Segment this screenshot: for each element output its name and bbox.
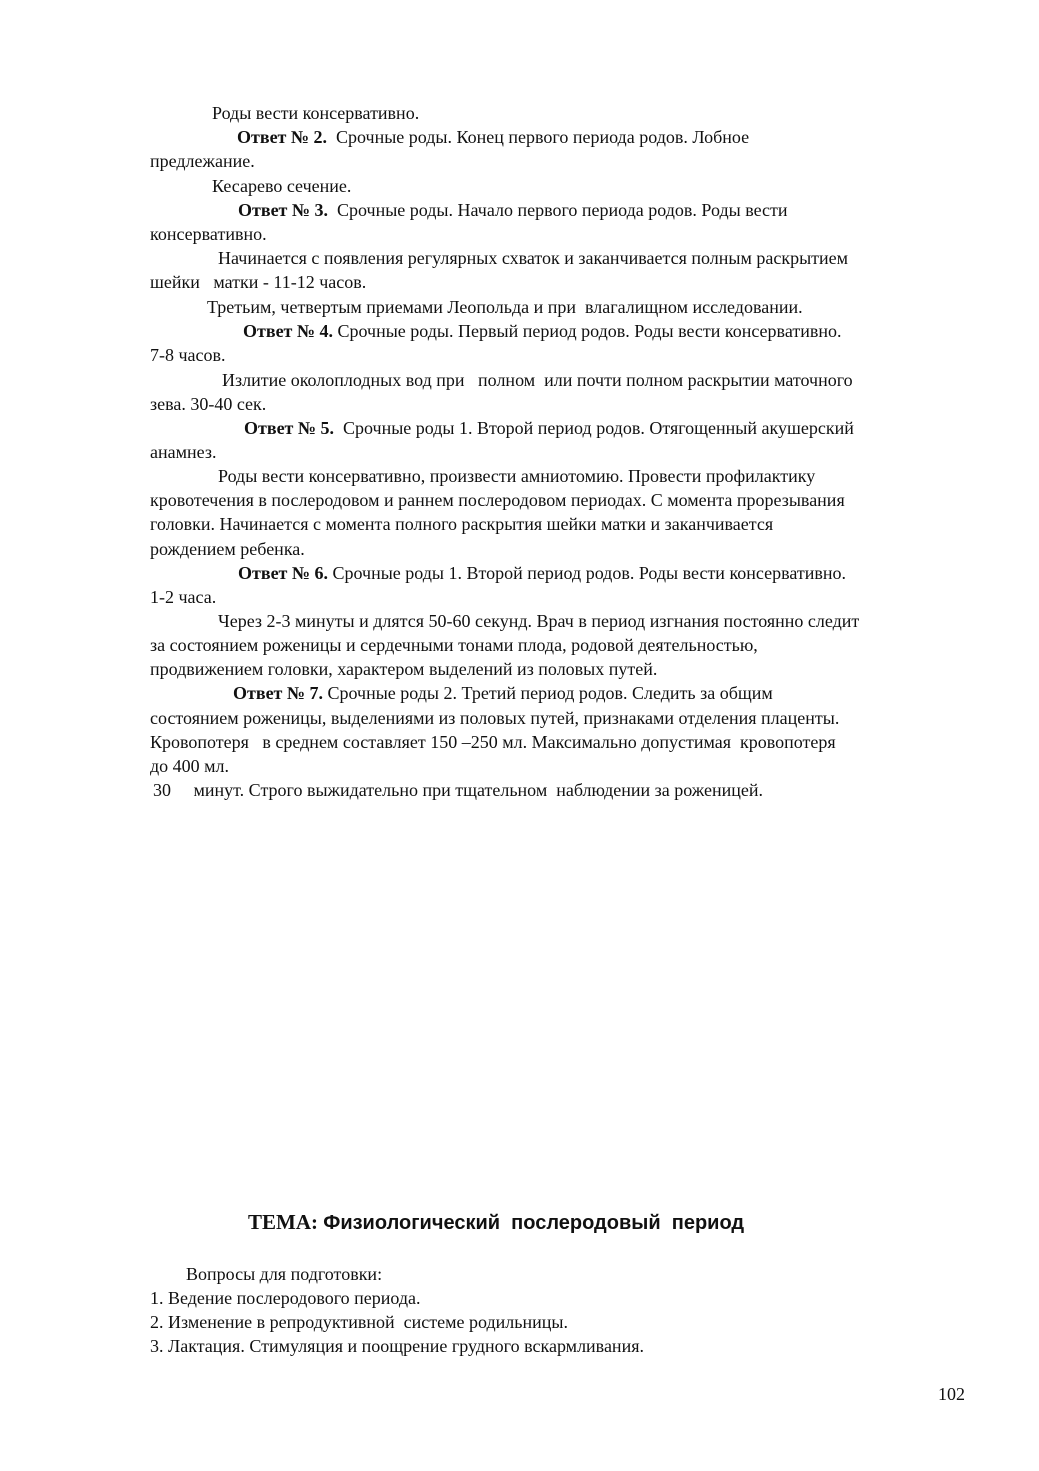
text-line: Начинается с появления регулярных схваток и заканчивается полным раскрытием	[218, 248, 849, 268]
topic-prefix: ТЕМА:	[248, 1210, 324, 1234]
answer-label: Ответ № 2.	[237, 127, 327, 147]
answer-label: Ответ № 7.	[233, 683, 323, 703]
text-line: Кровопотеря в среднем составляет 150 –250 мл. Максимально допустимая кровопотеря	[150, 732, 836, 752]
question-item: 1. Ведение послеродового периода.	[150, 1288, 421, 1308]
text-line: консервативно.	[150, 224, 267, 244]
text-line: рождением ребенка.	[150, 539, 305, 559]
answer-6-line: Ответ № 6. Срочные роды 1. Второй период родов. Роды вести консервативно.	[238, 563, 847, 583]
answer-7-line: Ответ № 7. Срочные роды 2. Третий период родов. Следить за общим	[233, 683, 773, 703]
text-line: состоянием роженицы, выделениями из половых путей, признаками отделения плаценты.	[150, 708, 840, 728]
answer-5-line: Ответ № 5. Срочные роды 1. Второй период родов. Отягощенный акушерский	[244, 418, 854, 438]
answer-2-line: Ответ № 2. Срочные роды. Конец первого периода родов. Лобное	[237, 127, 750, 147]
text-line: за состоянием роженицы и сердечными тонами плода, родовой деятельностью,	[150, 635, 758, 655]
answer-label: Ответ № 6.	[238, 563, 328, 583]
text-line: 30 минут. Строго выжидательно при тщательном наблюдении за роженицей.	[153, 780, 763, 800]
text-line: продвижением головки, характером выделений из половых путей.	[150, 659, 658, 679]
text-line: зева. 30-40 сек.	[150, 394, 267, 414]
text-line: кровотечения в послеродовом и раннем послеродовом периодах. С момента прорезывания	[150, 490, 845, 510]
text-line: Через 2-3 минуты и длятся 50-60 секунд. Врач в период изгнания постоянно следит	[218, 611, 860, 631]
text-line: 7-8 часов.	[150, 345, 226, 365]
question-item: 3. Лактация. Стимуляция и поощрение грудного вскармливания.	[150, 1336, 644, 1356]
question-item: 2. Изменение в репродуктивной системе родильницы.	[150, 1312, 568, 1332]
answer-label: Ответ № 4.	[243, 321, 333, 341]
answer-3-line: Ответ № 3. Срочные роды. Начало первого периода родов. Роды вести	[238, 200, 788, 220]
text-line: Третьим, четвертым приемами Леопольда и при влагалищном исследовании.	[207, 297, 803, 317]
text-line: Кесарево сечение.	[212, 176, 352, 196]
text-line: предлежание.	[150, 151, 255, 171]
text-line: 1-2 часа.	[150, 587, 217, 607]
answer-label: Ответ № 3.	[238, 200, 328, 220]
answer-label: Ответ № 5.	[244, 418, 334, 438]
text-line: анамнез.	[150, 442, 217, 462]
topic-title: Физиологический послеродовый период	[323, 1212, 745, 1234]
text-line: головки. Начинается с момента полного раскрытия шейки матки и заканчивается	[150, 514, 774, 534]
topic-heading	[248, 1208, 744, 1237]
questions-heading: Вопросы для подготовки:	[186, 1264, 383, 1284]
text-line: Роды вести консервативно, произвести амниотомию. Провести профилактику	[218, 466, 816, 486]
text-line: Роды вести консервативно.	[212, 103, 420, 123]
text-line: до 400 мл.	[150, 756, 230, 776]
page-number: 102	[938, 1384, 965, 1404]
text-line: шейки матки - 11-12 часов.	[150, 272, 367, 292]
answer-4-line: Ответ № 4. Срочные роды. Первый период родов. Роды вести консервативно.	[243, 321, 842, 341]
text-line: Излитие околоплодных вод при полном или почти полном раскрытии маточного	[222, 370, 853, 390]
